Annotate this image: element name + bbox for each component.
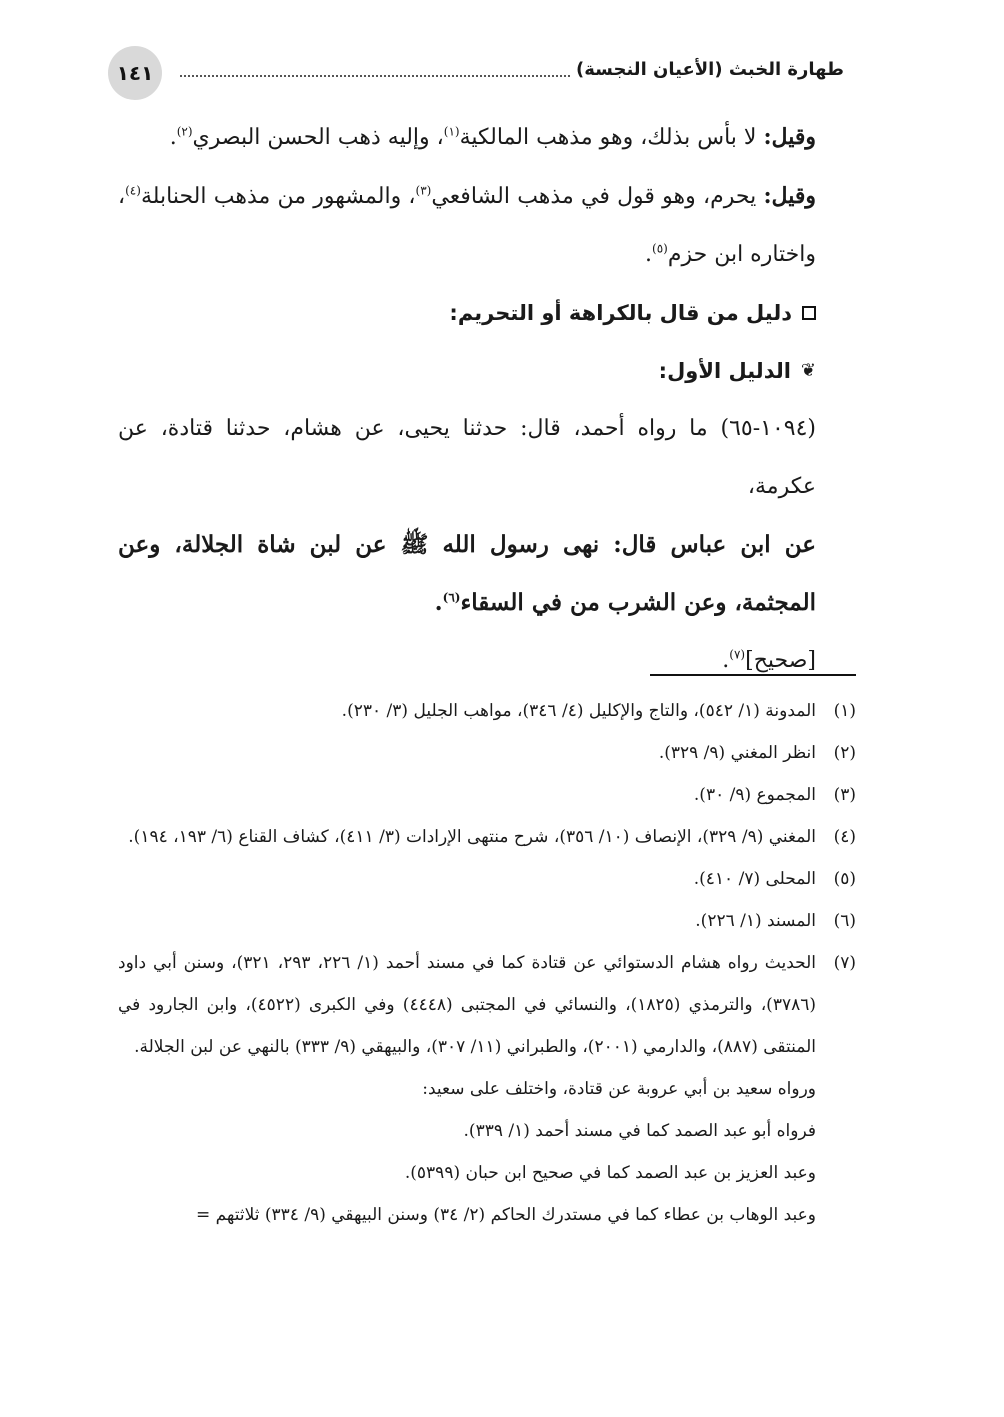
footnote-number: (٥) (833, 869, 856, 889)
footnote-continuation-line: وعبد الوهاب بن عطاء كما في مستدرك الحاكم (٢/ ٣٤) وسنن البيهقي (٩/ ٣٣٤) ثلاثتهم = (195, 1205, 816, 1225)
text-run: يحرم، وهو قول في مذهب الشافعي (431, 184, 764, 209)
text-run: . (722, 648, 730, 673)
footnote-ref: (٥) (652, 241, 668, 256)
footnote (118, 774, 856, 816)
footnote-ref: (١) (443, 124, 460, 139)
hadith-text (118, 516, 856, 632)
footnote-text: انظر المغني (٩/ ٣٢٩). (658, 743, 816, 763)
paragraph-maliki (118, 108, 856, 167)
footnote-number: (١) (833, 701, 856, 721)
footnote-number: (٤) (833, 827, 856, 847)
footnote-ref: (٦) (442, 590, 461, 605)
footnote-text: الحديث رواه هشام الدستوائي عن قتادة كما في مسند أحمد (١/ ٢٢٦، ٢٩٣، ٣٢١)، وسنن أبي داود (٣٧٨٦)، والترمذي (١٨٢٥)، والنسائي في المجتبى (٤٤٤٨) وفي الكبرى (٤٥٢٢)، وابن الجارود في المنتقى (٨٨٧)، والدارمي (٢٠٠١)، والطبراني (١١/ ٣٠٧)، والبيهقي (٩/ ٣٣٣) بالنهي عن لبن الجلالة. (118, 953, 817, 1057)
footnote-text: المدونة (١/ ٥٤٢)، والتاج والإكليل (٤/ ٣٤٦)، مواهب الجليل (٣/ ٢٣٠). (341, 701, 816, 721)
footnote-ref: (٢) (176, 124, 193, 139)
paragraph-shafii (118, 167, 856, 284)
text-run: لا بأس بذلك، وهو مذهب المالكية (459, 125, 764, 150)
text-run: ، وإليه ذهب الحسن البصري (192, 125, 444, 150)
hadith-grade (118, 632, 856, 690)
footnote-ref: (٤) (125, 183, 141, 198)
footnote-continuation-line: وعبد العزيز بن عبد الصمد كما في صحيح ابن حبان (٥٣٩٩). (404, 1163, 816, 1183)
header-dotted-rule (180, 61, 570, 77)
footnote-text: المسند (١/ ٢٢٦). (695, 911, 816, 931)
hadith-matn: عن ابن عباس قال: نهى رسول الله ﷺ عن لبن شاة الجلالة، وعن المجثمة، وعن الشرب من في السقاء (118, 531, 816, 616)
footnote-ref: (٣) (415, 183, 432, 198)
running-title: طهارة الخبث (الأعيان النجسة) (576, 58, 844, 80)
leaf-ornament-icon: ❦ (800, 360, 816, 381)
section-heading-text: دليل من قال بالكراهة أو التحريم: (449, 301, 792, 325)
footnote-text: المجموع (٩/ ٣٠). (693, 785, 816, 805)
text-run: . (169, 125, 177, 150)
footnote-continuation-line: فرواه أبو عبد الصمد كما في مسند أحمد (١/ ٣٣٩). (463, 1121, 816, 1141)
lead-word: وقيل: (763, 183, 816, 209)
footnote-ref: (٧) (729, 647, 746, 662)
footnote-divider (650, 674, 856, 676)
footnote-number: (٣) (833, 785, 856, 805)
text-run: . (434, 589, 443, 616)
footnote (118, 732, 856, 774)
footnote-number: (٧) (833, 953, 856, 973)
footnote (118, 858, 856, 900)
footnote (118, 900, 856, 942)
square-bullet-icon (802, 306, 816, 320)
text-run: ، والمشهور من مذهب الحنابلة (140, 184, 416, 209)
section-heading (118, 284, 856, 342)
main-text (118, 108, 856, 690)
text-run: . (645, 242, 653, 267)
running-header (180, 52, 844, 86)
lead-word: وقيل: (763, 124, 816, 150)
footnote-number: (٢) (833, 743, 856, 763)
subsection-heading-text: الدليل الأول: (658, 359, 791, 383)
footnote-continuation-line: ورواه سعيد بن أبي عروبة عن قتادة، واختلف على سعيد: (422, 1079, 816, 1099)
page-number-badge (108, 46, 162, 100)
footnote (118, 942, 856, 1068)
footnotes (118, 690, 856, 1236)
page-number: ١٤١ (116, 61, 154, 85)
footnote (118, 816, 856, 858)
grade-text: [صحيح] (745, 648, 816, 673)
footnote-number: (٦) (833, 911, 856, 931)
footnote-text: المغني (٩/ ٣٢٩)، الإنصاف (١٠/ ٣٥٦)، شرح منتهى الإرادات (٣/ ٤١١)، كشاف القناع (٦/ ١٩٣، ١٩٤). (128, 827, 816, 847)
footnote (118, 690, 856, 732)
text-run: ، واختاره ابن حزم (118, 184, 816, 267)
footnote-text: المحلى (٧/ ٤١٠). (693, 869, 816, 889)
subsection-heading (118, 342, 856, 400)
isnad-paragraph: (١٠٩٤-٦٥) ما رواه أحمد، قال: حدثنا يحيى، عن هشام، حدثنا قتادة، عن عكرمة، (118, 416, 816, 499)
